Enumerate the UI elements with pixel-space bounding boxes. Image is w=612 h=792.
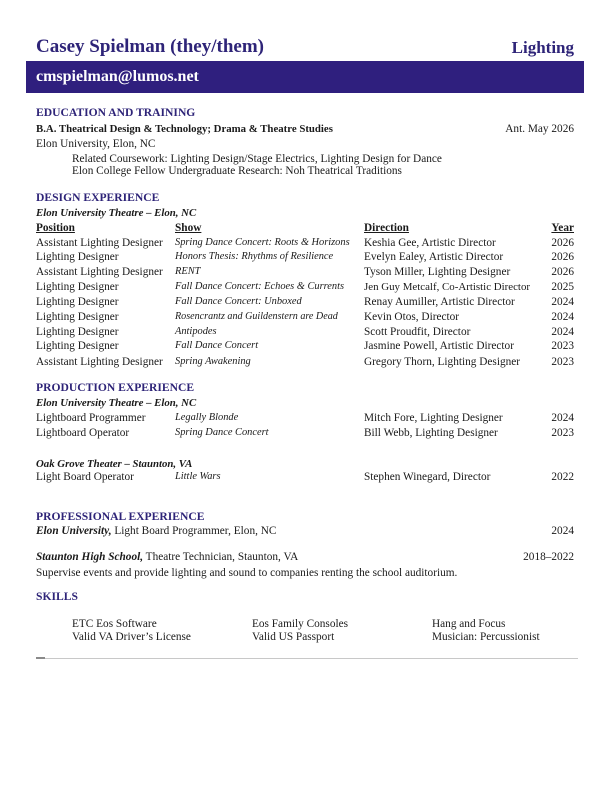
column-header-direction: Direction: [364, 222, 409, 234]
row-show: Little Wars: [175, 471, 221, 482]
row-direction: Evelyn Ealey, Artistic Director: [364, 251, 504, 263]
job-details: Theatre Technician, Staunton, VA: [143, 551, 299, 563]
row-year: 2025: [551, 281, 574, 293]
job-staunton: [36, 550, 298, 564]
degree: B.A. Theatrical Design & Technology; Drama & Theatre Studies: [36, 123, 333, 135]
row-position: Lighting Designer: [36, 251, 119, 263]
email-address[interactable]: cmspielman@lumos.net: [36, 68, 199, 85]
research: Elon College Fellow Undergraduate Research: Noh Theatrical Traditions: [72, 165, 402, 177]
row-direction: Gregory Thorn, Lighting Designer: [364, 356, 521, 368]
job-elon: [36, 524, 276, 538]
row-direction: Kevin Otos, Director: [364, 311, 460, 323]
row-year: 2023: [551, 356, 574, 368]
resume-name: Casey Spielman (they/them): [36, 36, 264, 57]
degree-date: Ant. May 2026: [505, 123, 574, 135]
row-year: 2026: [551, 251, 574, 263]
job-details: Light Board Programmer, Elon, NC: [111, 525, 277, 537]
row-position: Lighting Designer: [36, 340, 119, 352]
production-heading: PRODUCTION EXPERIENCE: [36, 381, 195, 394]
design-venue: Elon University Theatre – Elon, NC: [36, 207, 197, 219]
row-direction: Jen Guy Metcalf, Co-Artistic Director: [364, 281, 531, 293]
professional-heading: PROFESSIONAL EXPERIENCE: [36, 510, 205, 523]
row-position: Lightboard Programmer: [36, 412, 146, 424]
bottom-divider-mark: [36, 657, 45, 659]
row-show: Spring Dance Concert: [175, 427, 269, 438]
row-direction: Bill Webb, Lighting Designer: [364, 427, 498, 439]
design-heading: DESIGN EXPERIENCE: [36, 191, 160, 204]
row-position: Lighting Designer: [36, 296, 119, 308]
coursework: Related Coursework: Lighting Design/Stage Electrics, Lighting Design for Dance: [72, 153, 442, 165]
row-position: Lightboard Operator: [36, 427, 130, 439]
school: Elon University, Elon, NC: [36, 138, 156, 150]
row-show: Rosencrantz and Guildenstern are Dead: [175, 311, 338, 322]
row-year: 2024: [551, 326, 574, 338]
job-org: Staunton High School,: [36, 551, 144, 563]
row-year: 2026: [551, 266, 574, 278]
row-year: 2024: [551, 296, 574, 308]
row-direction: Jasmine Powell, Artistic Director: [364, 340, 514, 352]
production-venue-oak-grove: Oak Grove Theater – Staunton, VA: [36, 458, 193, 470]
row-year: 2026: [551, 237, 574, 249]
row-position: Assistant Lighting Designer: [36, 266, 163, 278]
row-show: Fall Dance Concert: [175, 340, 259, 351]
row-show: Legally Blonde: [175, 412, 239, 423]
bottom-divider: [36, 658, 578, 659]
skills-heading: SKILLS: [36, 590, 78, 603]
production-venue-elon: Elon University Theatre – Elon, NC: [36, 397, 197, 409]
row-position: Assistant Lighting Designer: [36, 356, 163, 368]
job-description: Supervise events and provide lighting and sound to companies renting the school auditorium.: [36, 567, 458, 579]
row-direction: Mitch Fore, Lighting Designer: [364, 412, 503, 424]
row-position: Assistant Lighting Designer: [36, 237, 163, 249]
job-year: 2018–2022: [523, 551, 574, 563]
education-heading: EDUCATION AND TRAINING: [36, 106, 196, 119]
row-position: Lighting Designer: [36, 281, 119, 293]
job-org: Elon University,: [36, 525, 112, 537]
row-direction: Keshia Gee, Artistic Director: [364, 237, 496, 249]
row-year: 2022: [551, 471, 574, 483]
job-year: 2024: [551, 525, 574, 537]
row-show: RENT: [175, 266, 201, 277]
row-year: 2024: [551, 412, 574, 424]
skill-item: Hang and Focus: [432, 618, 506, 630]
row-position: Lighting Designer: [36, 326, 119, 338]
row-show: Fall Dance Concert: Unboxed: [175, 296, 302, 307]
row-show: Spring Dance Concert: Roots & Horizons: [175, 237, 350, 248]
row-show: Spring Awakening: [175, 356, 251, 367]
column-header-year: Year: [551, 222, 574, 234]
row-direction: Renay Aumiller, Artistic Director: [364, 296, 515, 308]
row-year: 2023: [551, 340, 574, 352]
skill-item: ETC Eos Software: [72, 618, 157, 630]
row-direction: Scott Proudfit, Director: [364, 326, 471, 338]
resume-role: Lighting: [511, 38, 574, 57]
column-header-position: Position: [36, 222, 75, 234]
column-header-show: Show: [175, 222, 202, 234]
row-year: 2023: [551, 427, 574, 439]
skill-item: Valid VA Driver’s License: [72, 631, 191, 643]
row-direction: Tyson Miller, Lighting Designer: [364, 266, 511, 278]
skill-item: Eos Family Consoles: [252, 618, 349, 630]
row-year: 2024: [551, 311, 574, 323]
row-show: Fall Dance Concert: Echoes & Currents: [175, 281, 345, 292]
row-position: Lighting Designer: [36, 311, 119, 323]
skill-item: Musician: Percussionist: [432, 631, 540, 643]
row-show: Antipodes: [175, 326, 217, 337]
row-show: Honors Thesis: Rhythms of Resilience: [175, 251, 334, 262]
row-position: Light Board Operator: [36, 471, 134, 483]
skill-item: Valid US Passport: [252, 631, 335, 643]
row-direction: Stephen Winegard, Director: [364, 471, 491, 483]
